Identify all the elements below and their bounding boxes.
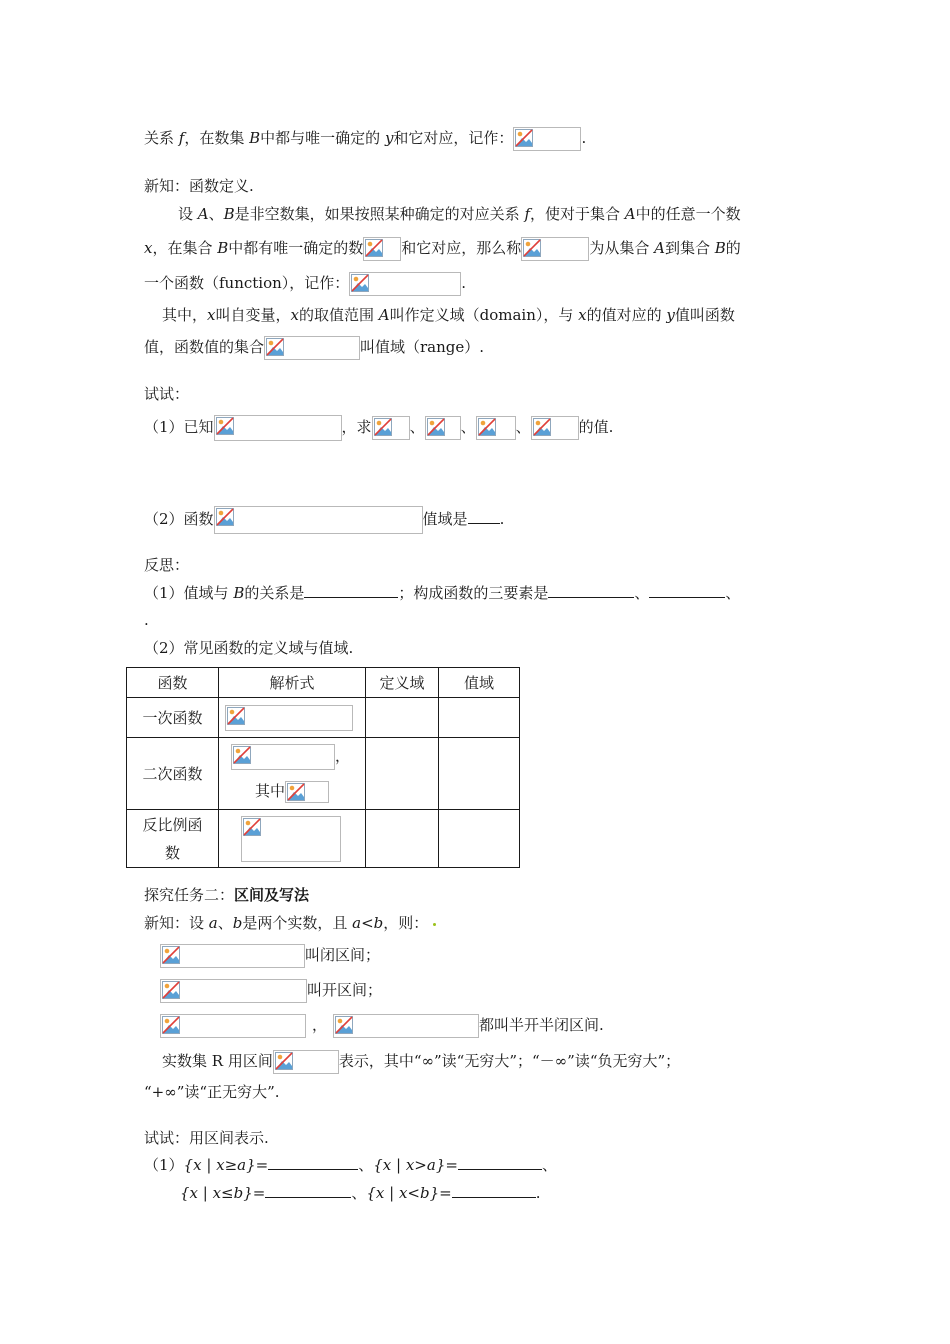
reflect-2: （2）常见函数的定义域与值域. — [144, 639, 354, 657]
text: 值叫函数 — [674, 306, 735, 324]
text: 的值. — [578, 418, 614, 436]
text: 都叫半开半闭区间. — [479, 1016, 604, 1034]
text: 中的任意一个数 — [635, 205, 741, 223]
definition-line-2 — [144, 237, 741, 261]
formula-image — [241, 816, 341, 862]
function-table — [126, 667, 520, 868]
broken-image-icon — [427, 418, 445, 436]
reflect-1-end: . — [144, 611, 149, 629]
closed-interval — [160, 944, 380, 968]
var-B: B — [249, 129, 261, 147]
row-name: 一次函数 — [127, 698, 219, 738]
broken-image-icon — [335, 1016, 353, 1034]
text: 到集合 — [664, 239, 715, 257]
reflect-1 — [144, 583, 740, 603]
exercise-1 — [144, 415, 613, 441]
exercise-2 — [144, 506, 504, 534]
line-relation — [144, 127, 586, 151]
set-notation: {x | x≤b} — [180, 1184, 253, 1202]
text: 为从集合 — [589, 239, 655, 257]
formula-image — [363, 237, 401, 261]
formula-image — [225, 705, 353, 731]
text: ，则： — [383, 914, 429, 932]
broken-image-icon — [216, 508, 234, 526]
formula-image — [214, 415, 342, 441]
sep: 、 — [634, 584, 650, 602]
var-x: x — [144, 239, 153, 257]
header-range: 值域 — [439, 668, 520, 698]
var-a: a — [208, 914, 218, 932]
text: . — [581, 129, 587, 147]
range-cell[interactable] — [439, 810, 520, 868]
broken-image-icon — [233, 746, 251, 764]
table-row — [127, 810, 520, 868]
range-cell[interactable] — [439, 698, 520, 738]
text: 新知：设 — [144, 914, 209, 932]
text: 其中 — [255, 782, 286, 800]
definition-line-3 — [144, 272, 466, 296]
var-x: x — [290, 306, 299, 324]
sep: 、 — [515, 418, 531, 436]
formula-image — [214, 506, 423, 534]
sep: 、 — [541, 1156, 557, 1174]
comma: ， — [335, 747, 351, 765]
answer-blank[interactable] — [468, 509, 500, 524]
inequality: a<b — [352, 914, 384, 932]
var-A: A — [654, 239, 665, 257]
text: = — [439, 1184, 452, 1202]
formula-image — [285, 781, 329, 803]
text: 中都有唯一确定的数 — [228, 239, 364, 257]
sep: 、 — [217, 914, 233, 932]
text: （1）值域与 — [144, 584, 234, 602]
formula-image — [264, 336, 360, 360]
var-y: y — [666, 306, 675, 324]
formula-image — [160, 944, 305, 968]
text: . — [535, 1184, 541, 1202]
text: （1） — [144, 1156, 184, 1174]
var-b: b — [232, 914, 243, 932]
try-intervals: 试试：用区间表示. — [144, 1129, 269, 1147]
broken-image-icon — [275, 1052, 293, 1070]
section-title: 区间及写法 — [234, 886, 310, 904]
var-y: y — [384, 129, 394, 147]
broken-image-icon — [162, 1016, 180, 1034]
text: 和它对应，记作： — [393, 129, 514, 147]
real-line-interval — [162, 1050, 680, 1074]
text: 关系 — [144, 129, 179, 147]
sep: 、 — [725, 584, 741, 602]
text: = — [255, 1156, 269, 1174]
text: 的值对应的 — [586, 306, 667, 324]
interval-exercise-1 — [144, 1155, 557, 1175]
table-row — [127, 738, 520, 810]
formula-image — [333, 1014, 479, 1038]
broken-image-icon — [162, 946, 180, 964]
broken-image-icon — [266, 338, 284, 356]
section-try: 试试： — [144, 385, 190, 403]
sep: 、 — [351, 1184, 367, 1202]
text: . — [461, 274, 467, 292]
domain-cell[interactable] — [366, 738, 439, 810]
text: . — [499, 510, 505, 528]
formula-image — [513, 127, 581, 151]
var-A: A — [197, 205, 209, 223]
text: ，使对于集合 — [530, 205, 625, 223]
table-row — [127, 698, 520, 738]
formula-image — [372, 416, 410, 440]
expression-cell — [219, 698, 366, 738]
text: 和它对应，那么称 — [401, 239, 522, 257]
text: 表示，其中“∞”读“无穷大”；“－∞”读“负无穷大”； — [338, 1052, 681, 1070]
formula-image — [349, 272, 461, 296]
domain-line-2 — [144, 336, 484, 360]
text: 的关系是 — [244, 584, 305, 602]
formula-image — [273, 1050, 339, 1074]
text: 叫值域（range）. — [360, 338, 485, 356]
expression-cell — [219, 738, 366, 810]
text: = — [252, 1184, 266, 1202]
domain-cell[interactable] — [366, 698, 439, 738]
broken-image-icon — [351, 274, 369, 292]
comma: ， — [312, 1016, 328, 1034]
text: 中都与唯一确定的 — [260, 129, 385, 147]
var-x: x — [207, 306, 216, 324]
text: 其中， — [162, 306, 208, 324]
expression-cell — [219, 810, 366, 868]
text: = — [445, 1156, 458, 1174]
mark-dot — [433, 923, 436, 926]
formula-image — [521, 237, 589, 261]
section-new-knowledge: 新知：函数定义. — [144, 177, 254, 195]
interval-intro — [144, 913, 436, 933]
text: 一个函数（function），记作： — [144, 274, 350, 292]
definition-line-1 — [178, 204, 741, 224]
broken-image-icon — [374, 418, 392, 436]
header-function: 函数 — [127, 668, 219, 698]
row-name — [127, 810, 219, 868]
broken-image-icon — [533, 418, 551, 436]
answer-blank[interactable] — [268, 1155, 358, 1170]
positive-infinity: “+∞”读“正无穷大”. — [144, 1083, 280, 1101]
var-B: B — [223, 205, 235, 223]
formula-image — [160, 979, 307, 1003]
answer-blank[interactable] — [458, 1155, 542, 1170]
set-notation: {x | x<b} — [366, 1184, 440, 1202]
var-B: B — [233, 584, 245, 602]
sep: 、 — [460, 418, 476, 436]
broken-image-icon — [243, 818, 261, 836]
sep: 、 — [358, 1156, 374, 1174]
section-reflect: 反思： — [144, 556, 190, 574]
var-A: A — [378, 306, 390, 324]
var-f: f — [178, 129, 185, 147]
text: 的 — [725, 239, 741, 257]
text: 值域是 — [422, 510, 468, 528]
answer-blank[interactable] — [452, 1183, 536, 1198]
text: 反比例函 — [142, 815, 203, 834]
broken-image-icon — [287, 783, 305, 801]
sep: 、 — [208, 205, 224, 223]
text: 设 — [178, 205, 198, 223]
var-x: x — [578, 306, 587, 324]
text: ，在数集 — [184, 129, 250, 147]
text: 叫自变量， — [215, 306, 291, 324]
text: （1）已知 — [144, 418, 214, 436]
text: 探究任务二： — [144, 886, 235, 904]
answer-blank[interactable] — [548, 583, 634, 598]
sep: 、 — [409, 418, 425, 436]
var-A: A — [624, 205, 636, 223]
set-notation: {x | x≥a} — [183, 1156, 256, 1174]
interval-exercise-2 — [180, 1183, 541, 1203]
broken-image-icon — [478, 418, 496, 436]
broken-image-icon — [515, 129, 533, 147]
answer-blank[interactable] — [304, 583, 398, 598]
formula-image — [476, 416, 516, 440]
text: 叫开区间； — [307, 981, 383, 999]
text: ，在集合 — [152, 239, 218, 257]
set-notation: {x | x>a} — [373, 1156, 446, 1174]
domain-line-1 — [162, 305, 735, 325]
answer-blank[interactable] — [265, 1183, 351, 1198]
open-interval — [160, 979, 382, 1003]
text: 是非空数集，如果按照某种确定的对应关系 — [234, 205, 525, 223]
var-B: B — [714, 239, 726, 257]
text: ；构成函数的三要素是 — [398, 584, 549, 602]
formula-image — [231, 744, 335, 770]
text: ，求 — [341, 418, 372, 436]
text: 是两个实数，且 — [242, 914, 353, 932]
var-f: f — [524, 205, 531, 223]
formula-image — [531, 416, 579, 440]
header-domain: 定义域 — [366, 668, 439, 698]
text: 数 — [164, 843, 180, 862]
text: 的取值范围 — [298, 306, 379, 324]
header-expression: 解析式 — [219, 668, 366, 698]
broken-image-icon — [162, 981, 180, 999]
range-cell[interactable] — [439, 738, 520, 810]
text: 实数集 R 用区间 — [162, 1052, 273, 1070]
broken-image-icon — [365, 239, 383, 257]
formula-image — [425, 416, 461, 440]
text: 值，函数值的集合 — [144, 338, 265, 356]
domain-cell[interactable] — [366, 810, 439, 868]
row-name: 二次函数 — [127, 738, 219, 810]
half-open-interval — [160, 1014, 604, 1038]
broken-image-icon — [227, 707, 245, 725]
section-task-two — [144, 885, 309, 905]
text: 叫作定义域（domain），与 — [389, 306, 579, 324]
broken-image-icon — [216, 417, 234, 435]
answer-blank[interactable] — [649, 583, 725, 598]
text: （2）函数 — [144, 510, 214, 528]
broken-image-icon — [523, 239, 541, 257]
var-B: B — [217, 239, 229, 257]
text: 叫闭区间； — [305, 946, 381, 964]
formula-image — [160, 1014, 306, 1038]
